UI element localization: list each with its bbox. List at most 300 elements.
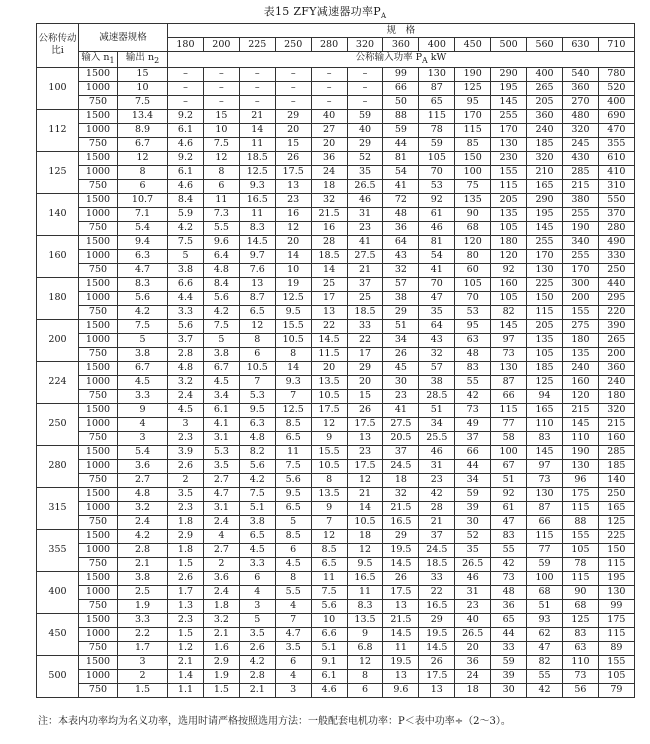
power-value-cell: 9.5 xyxy=(239,403,275,417)
power-value-cell: 22 xyxy=(419,585,455,599)
power-value-cell: – xyxy=(168,67,204,81)
power-value-cell: 29 xyxy=(275,109,311,123)
power-value-cell: 67 xyxy=(491,459,527,473)
power-value-cell: 3.1 xyxy=(203,501,239,515)
power-value-cell: 190 xyxy=(562,445,598,459)
power-value-cell: 18 xyxy=(383,473,419,487)
power-value-cell: 57 xyxy=(383,277,419,291)
power-value-cell: 390 xyxy=(598,319,634,333)
power-value-cell: 14.5 xyxy=(311,333,347,347)
power-value-cell: 9.3 xyxy=(275,375,311,389)
power-value-cell: 135 xyxy=(527,333,563,347)
power-value-cell: 10.5 xyxy=(239,361,275,375)
power-value-cell: 210 xyxy=(527,165,563,179)
power-value-cell: 2.8 xyxy=(239,669,275,683)
power-value-cell: 12 xyxy=(347,543,383,557)
power-value-cell: 205 xyxy=(491,193,527,207)
table-row xyxy=(37,249,635,263)
power-value-cell: 17.5 xyxy=(383,585,419,599)
power-value-cell: 73 xyxy=(527,473,563,487)
power-value-cell: 6 xyxy=(239,347,275,361)
power-value-cell: 195 xyxy=(527,207,563,221)
power-value-cell: 42 xyxy=(419,487,455,501)
input-speed-cell: 750 xyxy=(79,305,118,319)
power-value-cell: 4 xyxy=(239,585,275,599)
table-row xyxy=(37,641,635,655)
power-value-cell: 25.5 xyxy=(419,431,455,445)
power-value-cell: 80 xyxy=(455,249,491,263)
power-value-cell: 12 xyxy=(347,655,383,669)
table-row xyxy=(37,599,635,613)
input-speed-cell: 1500 xyxy=(79,487,118,501)
power-value-cell: 200 xyxy=(562,291,598,305)
power-value-cell: 14.5 xyxy=(419,641,455,655)
power-value-cell: 150 xyxy=(455,151,491,165)
power-value-cell: – xyxy=(239,81,275,95)
power-table xyxy=(36,23,635,698)
power-value-cell: 4.4 xyxy=(168,291,204,305)
power-value-cell: 280 xyxy=(598,221,634,235)
power-value-cell: 2.6 xyxy=(168,571,204,585)
input-speed-cell: 1000 xyxy=(79,669,118,683)
power-value-cell: 20 xyxy=(275,235,311,249)
power-value-cell: 82 xyxy=(527,655,563,669)
power-value-cell: 92 xyxy=(491,263,527,277)
power-value-cell: 3.8 xyxy=(168,263,204,277)
table-row xyxy=(37,501,635,515)
power-value-cell: 24 xyxy=(311,165,347,179)
power-value-cell: 14 xyxy=(275,361,311,375)
power-value-cell: 2.1 xyxy=(203,627,239,641)
power-value-cell: 110 xyxy=(562,431,598,445)
power-value-cell: 87 xyxy=(491,375,527,389)
power-value-cell: 16.5 xyxy=(239,193,275,207)
power-value-cell: 18.5 xyxy=(347,305,383,319)
power-value-cell: 255 xyxy=(562,249,598,263)
power-value-cell: 6.1 xyxy=(168,123,204,137)
power-value-cell: 9.6 xyxy=(203,235,239,249)
power-value-cell: 3.2 xyxy=(203,613,239,627)
size-cell: 500 xyxy=(491,38,527,52)
power-value-cell: 48 xyxy=(383,207,419,221)
power-value-cell: 94 xyxy=(527,389,563,403)
power-value-cell: 14 xyxy=(275,249,311,263)
power-value-cell: 6 xyxy=(347,683,383,697)
ratio-cell: 125 xyxy=(37,151,79,193)
power-value-cell: 97 xyxy=(527,459,563,473)
power-value-cell: 320 xyxy=(562,123,598,137)
power-value-cell: 3.5 xyxy=(275,641,311,655)
ratio-cell: 224 xyxy=(37,361,79,403)
power-value-cell: 360 xyxy=(527,109,563,123)
power-value-cell: 6.1 xyxy=(311,669,347,683)
power-value-cell: 59 xyxy=(419,137,455,151)
power-value-cell: 90 xyxy=(562,585,598,599)
table-row xyxy=(37,417,635,431)
power-value-cell: 30 xyxy=(455,515,491,529)
power-value-cell: 27.5 xyxy=(383,417,419,431)
power-value-cell: 4.7 xyxy=(275,627,311,641)
power-value-cell: 185 xyxy=(527,137,563,151)
input-speed-cell: 750 xyxy=(79,179,118,193)
power-value-cell: 10 xyxy=(203,123,239,137)
output-speed-cell: 3 xyxy=(118,431,168,445)
power-value-cell: 240 xyxy=(562,361,598,375)
power-value-cell: 42 xyxy=(455,389,491,403)
ratio-cell: 160 xyxy=(37,235,79,277)
ratio-cell: 355 xyxy=(37,529,79,571)
power-value-cell: 255 xyxy=(527,235,563,249)
power-value-cell: – xyxy=(239,67,275,81)
power-value-cell: 24.5 xyxy=(383,459,419,473)
power-value-cell: 7.5 xyxy=(275,459,311,473)
power-value-cell: 37 xyxy=(383,445,419,459)
power-value-cell: 21.5 xyxy=(383,501,419,515)
table-row xyxy=(37,515,635,529)
power-value-cell: 60 xyxy=(455,263,491,277)
power-value-cell: 7 xyxy=(239,375,275,389)
power-value-cell: 17 xyxy=(347,347,383,361)
table-row xyxy=(37,571,635,585)
table-row xyxy=(37,459,635,473)
input-speed-cell: 750 xyxy=(79,557,118,571)
power-value-cell: 190 xyxy=(455,67,491,81)
power-value-cell: 66 xyxy=(383,81,419,95)
power-value-cell: 5.5 xyxy=(275,585,311,599)
power-value-cell: 99 xyxy=(383,67,419,81)
power-value-cell: 2 xyxy=(168,473,204,487)
ratio-header: 公称传动比i xyxy=(37,24,79,68)
input-speed-cell: 750 xyxy=(79,95,118,109)
table-row xyxy=(37,109,635,123)
output-speed-label: 输出 n xyxy=(125,52,155,63)
power-value-cell: 240 xyxy=(598,375,634,389)
ratio-cell: 400 xyxy=(37,571,79,613)
power-value-cell: 355 xyxy=(598,137,634,151)
input-speed-cell: 1000 xyxy=(79,333,118,347)
power-value-cell: 54 xyxy=(383,165,419,179)
table-row xyxy=(37,445,635,459)
power-value-cell: 220 xyxy=(598,305,634,319)
power-value-cell: 120 xyxy=(491,249,527,263)
power-value-cell: 13 xyxy=(347,431,383,445)
power-value-cell: 40 xyxy=(311,109,347,123)
power-value-cell: 36 xyxy=(491,599,527,613)
power-value-cell: 51 xyxy=(491,473,527,487)
power-value-cell: 6.5 xyxy=(275,501,311,515)
header-row-1 xyxy=(37,24,635,38)
power-value-cell: 8 xyxy=(239,333,275,347)
power-value-cell: 3.3 xyxy=(168,305,204,319)
power-value-cell: 410 xyxy=(598,165,634,179)
power-value-cell: 115 xyxy=(491,403,527,417)
table-row xyxy=(37,165,635,179)
power-value-cell: 3.8 xyxy=(239,515,275,529)
power-value-cell: 12.5 xyxy=(239,165,275,179)
power-value-cell: 19.5 xyxy=(383,655,419,669)
power-value-cell: 480 xyxy=(562,109,598,123)
power-value-cell: 5.1 xyxy=(311,641,347,655)
power-value-cell: 10.5 xyxy=(275,333,311,347)
power-value-cell: 120 xyxy=(455,235,491,249)
power-value-cell: 105 xyxy=(598,669,634,683)
power-value-cell: 5.6 xyxy=(168,319,204,333)
power-value-cell: 11 xyxy=(275,445,311,459)
caption-text: 表15 ZFY减速器功率P xyxy=(263,5,381,18)
power-value-cell: 10.5 xyxy=(311,459,347,473)
output-speed-cell: 3.3 xyxy=(118,389,168,403)
table-row xyxy=(37,263,635,277)
power-value-cell: 265 xyxy=(598,333,634,347)
power-value-cell: 330 xyxy=(598,249,634,263)
power-value-cell: 8.7 xyxy=(239,291,275,305)
power-value-cell: 55 xyxy=(491,543,527,557)
input-speed-cell: 1500 xyxy=(79,571,118,585)
size-cell: 450 xyxy=(455,38,491,52)
power-value-cell: 200 xyxy=(598,347,634,361)
power-value-cell: 100 xyxy=(455,165,491,179)
power-value-cell: 180 xyxy=(598,389,634,403)
power-value-cell: 6.8 xyxy=(347,641,383,655)
power-value-cell: 89 xyxy=(598,641,634,655)
power-value-cell: 110 xyxy=(527,417,563,431)
power-value-cell: 36 xyxy=(311,151,347,165)
power-value-cell: 53 xyxy=(419,179,455,193)
power-value-cell: 2.7 xyxy=(203,543,239,557)
power-value-cell: 7.5 xyxy=(203,319,239,333)
power-value-cell: 78 xyxy=(562,557,598,571)
table-note: 注：本表内功率均为名义功率，选用时请严格按照选用方法：一般配套电机功率：P＜表中功率÷（2～3）。 xyxy=(38,716,511,727)
power-value-cell: 7 xyxy=(311,515,347,529)
power-value-cell: 97 xyxy=(491,333,527,347)
power-value-cell: 14.5 xyxy=(239,235,275,249)
power-value-cell: 18.5 xyxy=(239,151,275,165)
table-row xyxy=(37,613,635,627)
power-value-cell: 155 xyxy=(598,655,634,669)
power-value-cell: 5.3 xyxy=(239,389,275,403)
power-value-cell: 18 xyxy=(347,529,383,543)
power-value-cell: 14 xyxy=(239,123,275,137)
power-value-cell: 65 xyxy=(491,613,527,627)
power-value-cell: 4.2 xyxy=(239,655,275,669)
size-cell: 710 xyxy=(598,38,634,52)
power-value-cell: 3.5 xyxy=(203,459,239,473)
power-value-cell: – xyxy=(275,81,311,95)
power-value-cell: 18 xyxy=(455,683,491,697)
table-body xyxy=(37,67,635,697)
size-cell: 200 xyxy=(203,38,239,52)
power-value-cell: 12 xyxy=(275,221,311,235)
power-value-cell: 81 xyxy=(383,151,419,165)
power-value-cell: 53 xyxy=(455,305,491,319)
power-value-cell: 160 xyxy=(491,277,527,291)
power-value-cell: 15 xyxy=(275,137,311,151)
power-value-cell: 46 xyxy=(419,221,455,235)
power-value-cell: 170 xyxy=(562,263,598,277)
power-value-cell: 11 xyxy=(383,641,419,655)
power-value-cell: – xyxy=(275,95,311,109)
table-row xyxy=(37,151,635,165)
power-value-cell: 19 xyxy=(275,277,311,291)
power-value-cell: 3 xyxy=(275,683,311,697)
ratio-cell: 450 xyxy=(37,613,79,655)
power-value-cell: 240 xyxy=(527,123,563,137)
power-value-cell: 4.5 xyxy=(203,375,239,389)
power-value-cell: 39 xyxy=(491,669,527,683)
power-value-cell: 59 xyxy=(383,123,419,137)
power-value-cell: 59 xyxy=(455,487,491,501)
power-value-cell: 28 xyxy=(311,235,347,249)
power-value-cell: 26 xyxy=(347,403,383,417)
power-value-cell: 4.2 xyxy=(168,221,204,235)
power-value-cell: 13 xyxy=(275,179,311,193)
power-value-cell: 29 xyxy=(347,137,383,151)
power-value-cell: 295 xyxy=(598,291,634,305)
power-value-cell: 93 xyxy=(527,613,563,627)
table-row xyxy=(37,277,635,291)
power-value-cell: – xyxy=(275,67,311,81)
table-row xyxy=(37,305,635,319)
power-value-cell: 4.2 xyxy=(239,473,275,487)
output-speed-cell: 4.5 xyxy=(118,375,168,389)
power-value-cell: 5.6 xyxy=(275,473,311,487)
power-value-cell: 58 xyxy=(491,431,527,445)
power-value-cell: 10 xyxy=(311,613,347,627)
input-speed-cell: 750 xyxy=(79,515,118,529)
power-value-cell: 20 xyxy=(455,641,491,655)
power-value-cell: 290 xyxy=(491,67,527,81)
power-value-cell: 115 xyxy=(419,109,455,123)
power-value-cell: 8 xyxy=(203,165,239,179)
power-value-cell: 7.6 xyxy=(239,263,275,277)
power-value-cell: 115 xyxy=(455,123,491,137)
power-value-cell: 16 xyxy=(311,221,347,235)
output-speed-cell: 10 xyxy=(118,81,168,95)
power-value-cell: 3.7 xyxy=(168,333,204,347)
power-value-cell: 245 xyxy=(562,137,598,151)
table-row xyxy=(37,137,635,151)
power-value-cell: 9.5 xyxy=(275,305,311,319)
output-speed-cell: 5.4 xyxy=(118,221,168,235)
power-value-cell: 145 xyxy=(491,95,527,109)
power-value-cell: 29 xyxy=(383,305,419,319)
power-value-cell: 26 xyxy=(383,571,419,585)
output-speed-cell: 4.2 xyxy=(118,529,168,543)
power-value-cell: 18.5 xyxy=(419,557,455,571)
table-header xyxy=(37,24,635,68)
power-value-cell: 47 xyxy=(419,291,455,305)
table-row xyxy=(37,319,635,333)
power-value-cell: 23 xyxy=(347,445,383,459)
input-speed-cell: 750 xyxy=(79,431,118,445)
power-value-cell: 20 xyxy=(275,123,311,137)
size-cell: 400 xyxy=(419,38,455,52)
power-value-cell: 29 xyxy=(347,361,383,375)
power-value-cell: 24.5 xyxy=(419,543,455,557)
power-value-cell: 115 xyxy=(562,571,598,585)
power-value-cell: 36 xyxy=(455,655,491,669)
output-speed-cell: 7.5 xyxy=(118,319,168,333)
output-speed-cell: 4.8 xyxy=(118,487,168,501)
power-value-cell: 18.5 xyxy=(311,249,347,263)
power-value-cell: 9.2 xyxy=(168,109,204,123)
power-value-cell: 5 xyxy=(275,515,311,529)
power-value-cell: 7.5 xyxy=(311,585,347,599)
power-value-cell: 63 xyxy=(455,333,491,347)
output-speed-cell: 6.7 xyxy=(118,137,168,151)
power-value-cell: 32 xyxy=(311,193,347,207)
power-value-cell: 21 xyxy=(347,263,383,277)
power-value-cell: 77 xyxy=(491,417,527,431)
power-value-cell: 66 xyxy=(455,445,491,459)
power-value-cell: 105 xyxy=(419,151,455,165)
power-value-cell: 100 xyxy=(527,571,563,585)
power-value-cell: 1.9 xyxy=(203,669,239,683)
power-value-cell: 68 xyxy=(562,599,598,613)
input-speed-cell: 1500 xyxy=(79,151,118,165)
output-speed-cell: 9 xyxy=(118,403,168,417)
power-value-cell: 4.5 xyxy=(239,543,275,557)
power-value-cell: 215 xyxy=(562,403,598,417)
power-value-cell: 21.5 xyxy=(311,207,347,221)
power-value-cell: 4 xyxy=(203,529,239,543)
power-value-cell: 16.5 xyxy=(383,515,419,529)
power-value-cell: 14 xyxy=(311,263,347,277)
power-value-cell: 48 xyxy=(491,585,527,599)
power-value-cell: 2.8 xyxy=(168,347,204,361)
input-speed-cell: 1500 xyxy=(79,361,118,375)
power-value-cell: 17 xyxy=(311,291,347,305)
output-speed-cell: 7.1 xyxy=(118,207,168,221)
ratio-cell: 315 xyxy=(37,487,79,529)
power-value-cell: 30 xyxy=(491,683,527,697)
output-speed-cell: 3 xyxy=(118,655,168,669)
power-value-cell: 9 xyxy=(311,501,347,515)
input-speed-cell: 1500 xyxy=(79,445,118,459)
power-value-cell: 54 xyxy=(419,249,455,263)
table-row xyxy=(37,235,635,249)
output-speed-cell: 3.2 xyxy=(118,501,168,515)
power-value-cell: 35 xyxy=(455,543,491,557)
input-speed-cell: 1500 xyxy=(79,277,118,291)
power-value-cell: 8.4 xyxy=(168,193,204,207)
table-caption xyxy=(0,3,650,20)
table-row xyxy=(37,431,635,445)
power-value-cell: 3.4 xyxy=(203,389,239,403)
output-speed-cell: 3.6 xyxy=(118,459,168,473)
power-value-cell: 45 xyxy=(383,361,419,375)
power-value-cell: 690 xyxy=(598,109,634,123)
output-speed-sub: 2 xyxy=(154,55,160,65)
power-value-cell: 21.5 xyxy=(383,613,419,627)
power-value-cell: 87 xyxy=(527,501,563,515)
power-value-cell: 47 xyxy=(491,515,527,529)
output-speed-header xyxy=(118,52,168,68)
power-value-cell: 10.5 xyxy=(347,515,383,529)
power-value-cell: 6.1 xyxy=(168,165,204,179)
power-value-cell: 11 xyxy=(203,193,239,207)
output-speed-cell: 5.4 xyxy=(118,445,168,459)
power-value-cell: 31 xyxy=(419,459,455,473)
power-value-cell: 14.5 xyxy=(383,557,419,571)
power-value-cell: 290 xyxy=(527,193,563,207)
output-speed-cell: 15 xyxy=(118,67,168,81)
power-value-cell: 4.5 xyxy=(168,403,204,417)
power-value-cell: 2.6 xyxy=(239,641,275,655)
output-speed-cell: 6.3 xyxy=(118,249,168,263)
power-value-cell: 28 xyxy=(419,501,455,515)
power-value-cell: 4.8 xyxy=(239,431,275,445)
